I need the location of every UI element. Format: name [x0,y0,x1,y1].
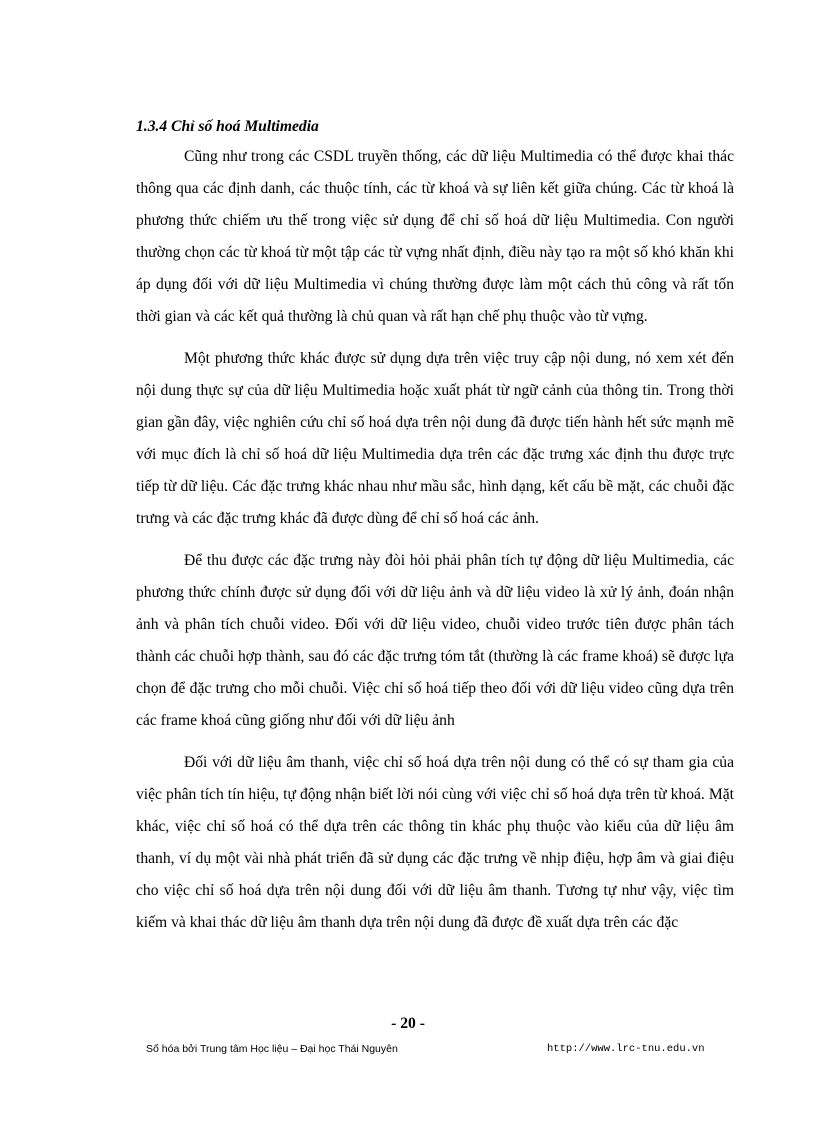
footer-source-text: Số hóa bởi Trung tâm Học liệu – Đại học Thái Nguyên [146,1043,398,1055]
paragraph: Cũng như trong các CSDL truyền thống, các dữ liệu Multimedia có thể được khai thác thông qua các định danh, các thuộc tính, các từ khoá và sự liên kết giữa chúng. Các từ khoá là phương thức chiếm ưu thế trong việc sử dụng để chỉ số hoá dữ liệu Multimedia. Con người thường chọn các từ khoá từ một tập các từ vựng nhất định, điều này tạo ra một số khó khăn khi áp dụng đối với dữ liệu Multimedia vì chúng thường được làm một cách thủ công và rất tốn thời gian và các kết quả thường là chủ quan và rất hạn chế phụ thuộc vào từ vựng. [136,148,734,325]
paragraph: Đối với dữ liệu âm thanh, việc chỉ số hoá dựa trên nội dung có thể có sự tham gia của việc phân tích tín hiệu, tự động nhận biết lời nói cùng với việc chỉ số hoá dựa trên từ khoá. Mặt khác, việc chỉ số hoá có thể dựa trên các thông tin khác phụ thuộc vào kiểu của dữ liệu âm thanh, ví dụ một vài nhà phát triển đã sử dụng các đặc trưng về nhịp điệu, hợp âm và giai điệu cho việc chỉ số hoá dựa trên nội dung đối với dữ liệu âm thanh. Tương tự như vậy, việc tìm kiếm và khai thác dữ liệu âm thanh dựa trên nội dung đã được đề xuất dựa trên các đặc [136,754,734,931]
footer-url: http://www.lrc-tnu.edu.vn [547,1043,705,1055]
paragraph: Để thu được các đặc trưng này đòi hỏi phải phân tích tự động dữ liệu Multimedia, các phương thức chính được sử dụng đối với dữ liệu ảnh và dữ liệu video là xử lý ảnh, đoán nhận ảnh và phân tích chuỗi video. Đối với dữ liệu video, chuỗi video trước tiên được phân tách thành các chuỗi hợp thành, sau đó các đặc trưng tóm tắt (thường là các frame khoá) sẽ được lựa chọn để đặc trưng cho mỗi chuỗi. Việc chỉ số hoá tiếp theo đối với dữ liệu video cũng dựa trên các frame khoá cũng giống như đối với dữ liệu ảnh [136,552,734,729]
section-heading: 1.3.4 Chỉ số hoá Multimedia [136,118,319,135]
page-number: - 20 - [391,1015,425,1032]
page-content [136,116,734,949]
paragraph: Một phương thức khác được sử dụng dựa trên việc truy cập nội dung, nó xem xét đến nội dung thực sự của dữ liệu Multimedia hoặc xuất phát từ ngữ cảnh của thông tin. Trong thời gian gần đây, việc nghiên cứu chỉ số hoá dựa trên nội dung đã được tiến hành hết sức mạnh mẽ với mục đích là chỉ số hoá dữ liệu Multimedia dựa trên các đặc trưng xác định thu được trực tiếp từ dữ liệu. Các đặc trưng khác nhau như mầu sắc, hình dạng, kết cấu bề mặt, các chuỗi đặc trưng và các đặc trưng khác đã được dùng để chỉ số hoá các ảnh. [136,350,734,527]
